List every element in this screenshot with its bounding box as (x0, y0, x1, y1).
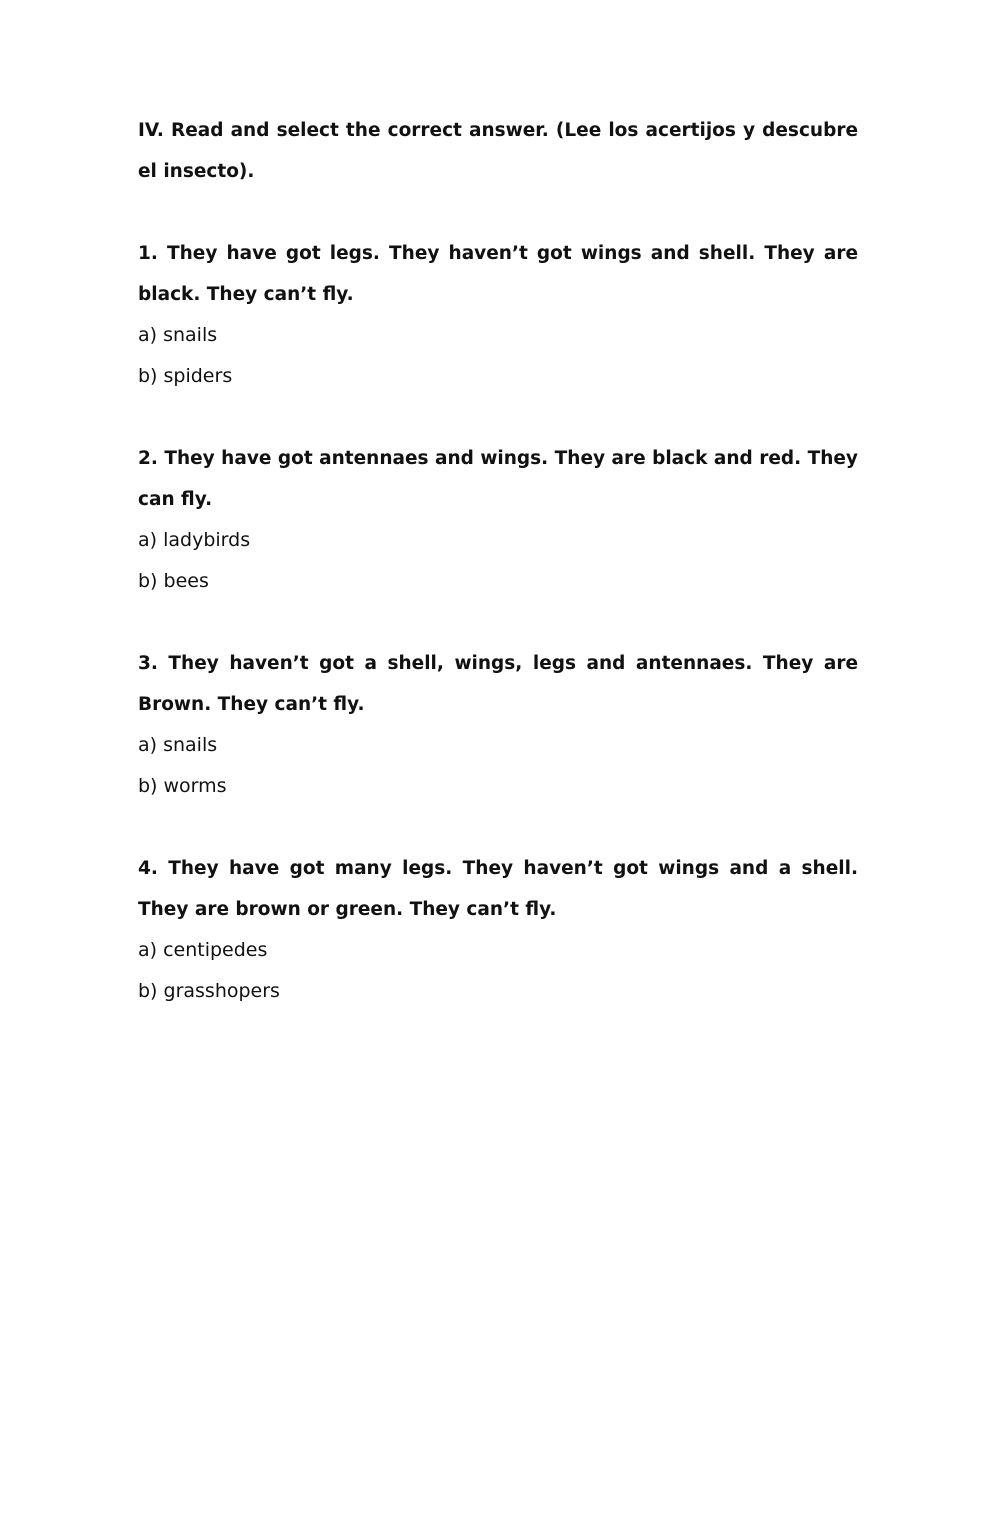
option-a[interactable]: a) snails (138, 324, 218, 346)
instruction-text: IV. Read and select the correct answer. (Lee los acertijos y descubre el insecto). (138, 120, 858, 182)
option-b[interactable]: b) bees (138, 570, 209, 592)
option-b[interactable]: b) spiders (138, 365, 233, 387)
question-4 (138, 848, 858, 1012)
question-text: 2. They have got antennaes and wings. They are black and red. They can fly. (138, 448, 858, 510)
option-b[interactable]: b) grasshopers (138, 980, 280, 1002)
option-a[interactable]: a) snails (138, 734, 218, 756)
option-a[interactable]: a) ladybirds (138, 529, 251, 551)
question-text: 4. They have got many legs. They haven’t got wings and a shell. They are brown or green. They can’t fly. (138, 858, 858, 920)
question-2 (138, 438, 858, 602)
option-a[interactable]: a) centipedes (138, 939, 268, 961)
question-3 (138, 643, 858, 807)
question-text: 1. They have got legs. They haven’t got wings and shell. They are black. They can’t fly. (138, 243, 858, 305)
worksheet (138, 110, 858, 1053)
question-1 (138, 233, 858, 397)
option-b[interactable]: b) worms (138, 775, 227, 797)
question-text: 3. They haven’t got a shell, wings, legs and antennaes. They are Brown. They can’t fly. (138, 653, 858, 715)
